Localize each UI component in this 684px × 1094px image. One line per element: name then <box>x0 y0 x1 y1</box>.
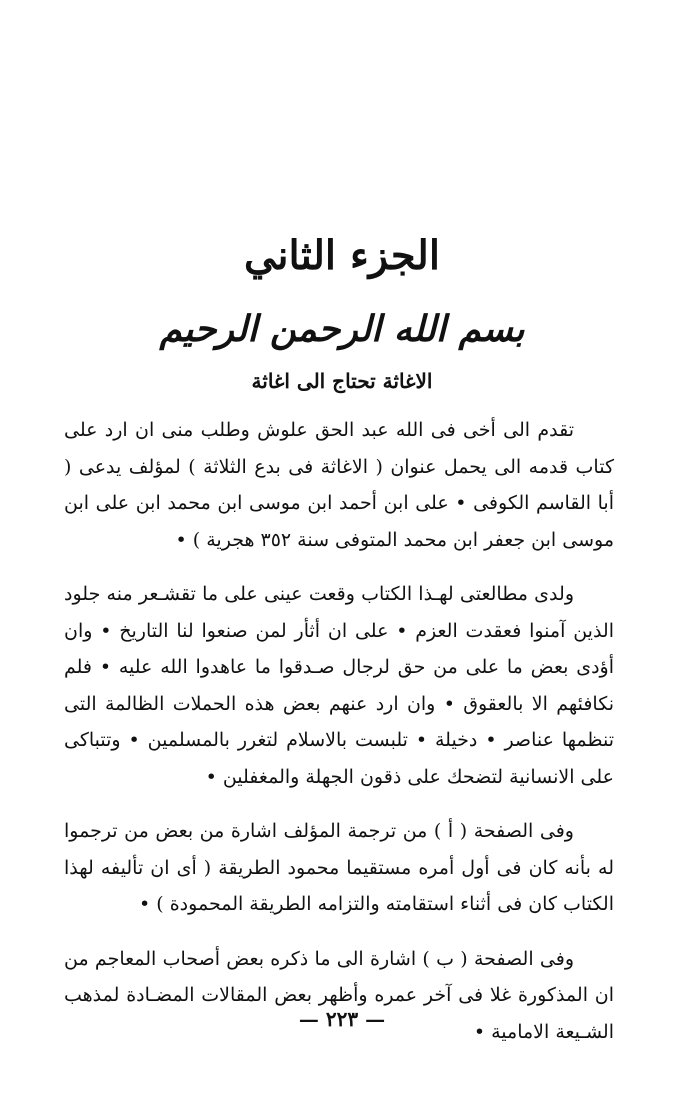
part-title: الجزء الثاني <box>244 232 440 279</box>
paragraph-2: ولدى مطالعتى لهـذا الكتاب وقعت عينى على ما تقشـعر منه جلود الذين آمنوا فعقدت العزم • على ان أثأر لمن صنعوا لنا التاريخ • وان أؤدى بعض ما على من حق لرجال صـدقوا ما عاهدوا الله عليه • فلم نكافئهم الا بالعقوق • وان ارد عنهم بعض هذه الحملات الظالمة التى تنظمها عناصر • دخيلة • تلبست بالاسلام لتغرر بالمسلمين • وتتباكى على الانسانية لتضحك على ذقون الجهلة والمغفلين • <box>64 583 614 788</box>
body-text <box>64 412 614 1068</box>
page-number: — ٢٢٣ — <box>298 1007 386 1031</box>
section-title: الاغاثة تحتاج الى اغاثة <box>251 369 433 393</box>
paragraph-3: وفى الصفحة ( أ ) من ترجمة المؤلف اشارة من بعض من ترجموا له بأنه كان فى أول أمره مستقيما محمود الطريقة ( أى ان تأليفه لهذا الكتاب كان فى أثناء استقامته والتزامه الطريقة المحمودة ) • <box>64 820 614 915</box>
basmala: بسم الله الرحمن الرحيم <box>159 308 525 350</box>
paragraph-1: تقدم الى أخى فى الله عبد الحق علوش وطلب منى ان ارد على كتاب قدمه الى يحمل عنوان ( الاغاثة فى بدع الثلاثة ) لمؤلف يدعى ( أبا القاسم الكوفى • على ابن أحمد ابن موسى ابن محمد ابن على ابن موسى ابن جعفر ابن محمد المتوفى سنة ٣٥٢ هجرية ) • <box>64 419 614 551</box>
paragraph-4: وفى الصفحة ( ب ) اشارة الى ما ذكره بعض أصحاب المعاجم من ان المذكورة غلا فى آخر عمره وأظهر بعض المقالات المضـادة لمذهب الشـيعة الامامية • <box>64 947 614 1043</box>
